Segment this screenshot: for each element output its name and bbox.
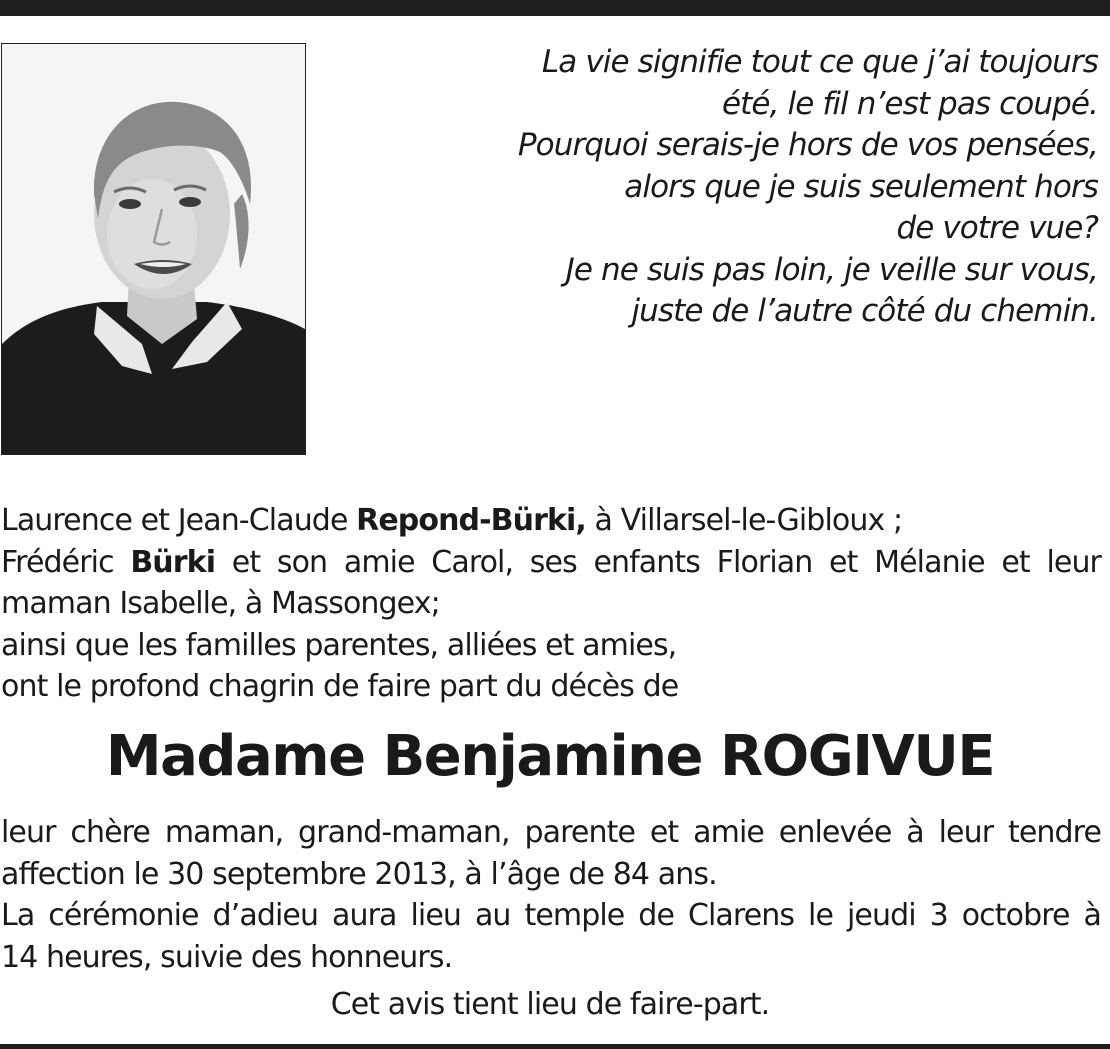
family-surname: Bürki [130,544,216,580]
portrait-photo [1,43,306,455]
family-text: Frédéric [1,544,131,580]
details-line-3: La cérémonie d’adieu aura lieu au temple de Clarens le jeudi 3 octobre à [1,898,1101,933]
closing-note: Cet avis tient lieu de faire-part. [330,987,770,1022]
family-text: Laurence et Jean-Claude [1,503,357,538]
family-line-3: maman Isabelle, à Massongex; [1,586,440,621]
details-line-4: 14 heures, suivie des honneurs. [1,939,453,975]
top-border-rule [0,0,1110,16]
deceased-name: Madame Benjamine ROGIVUE [105,724,995,789]
family-line-5: ont le profond chagrin de faire part du décès de [1,669,679,704]
details-line-2: affection le 30 septembre 2013, à l’âge de 84 ans. [1,856,717,892]
death-details [1,812,1101,978]
family-text: à Villarsel-le-Gibloux ; [585,503,903,538]
family-line-2 [1,542,1101,584]
poem-line: de votre vue? [896,210,1098,246]
bottom-border-rule [0,1044,1110,1049]
poem-line: juste de l’autre côté du chemin. [631,293,1098,329]
family-announcement [1,500,1101,708]
poem-line: Je ne suis pas loin, je veille sur vous, [565,251,1098,288]
poem-line: Pourquoi serais-je hors de vos pensées, [517,127,1098,163]
poem-line: été, le fil n’est pas coupé. [721,85,1098,122]
family-line-1 [1,500,1101,542]
family-text: et son amie Carol, ses enfants Florian et Mélanie et leur [215,544,1101,580]
poem-line: La vie signifie tout ce que j’ai toujours [541,44,1098,80]
family-surname: Repond-Bürki, [356,503,586,538]
memorial-poem [458,42,1098,333]
family-line-4: ainsi que les familles parentes, alliées et amies, [1,627,677,663]
details-line-1: leur chère maman, grand-maman, parente et amie enlevée à leur tendre [1,815,1101,850]
poem-line: alors que je suis seulement hors [624,168,1098,205]
